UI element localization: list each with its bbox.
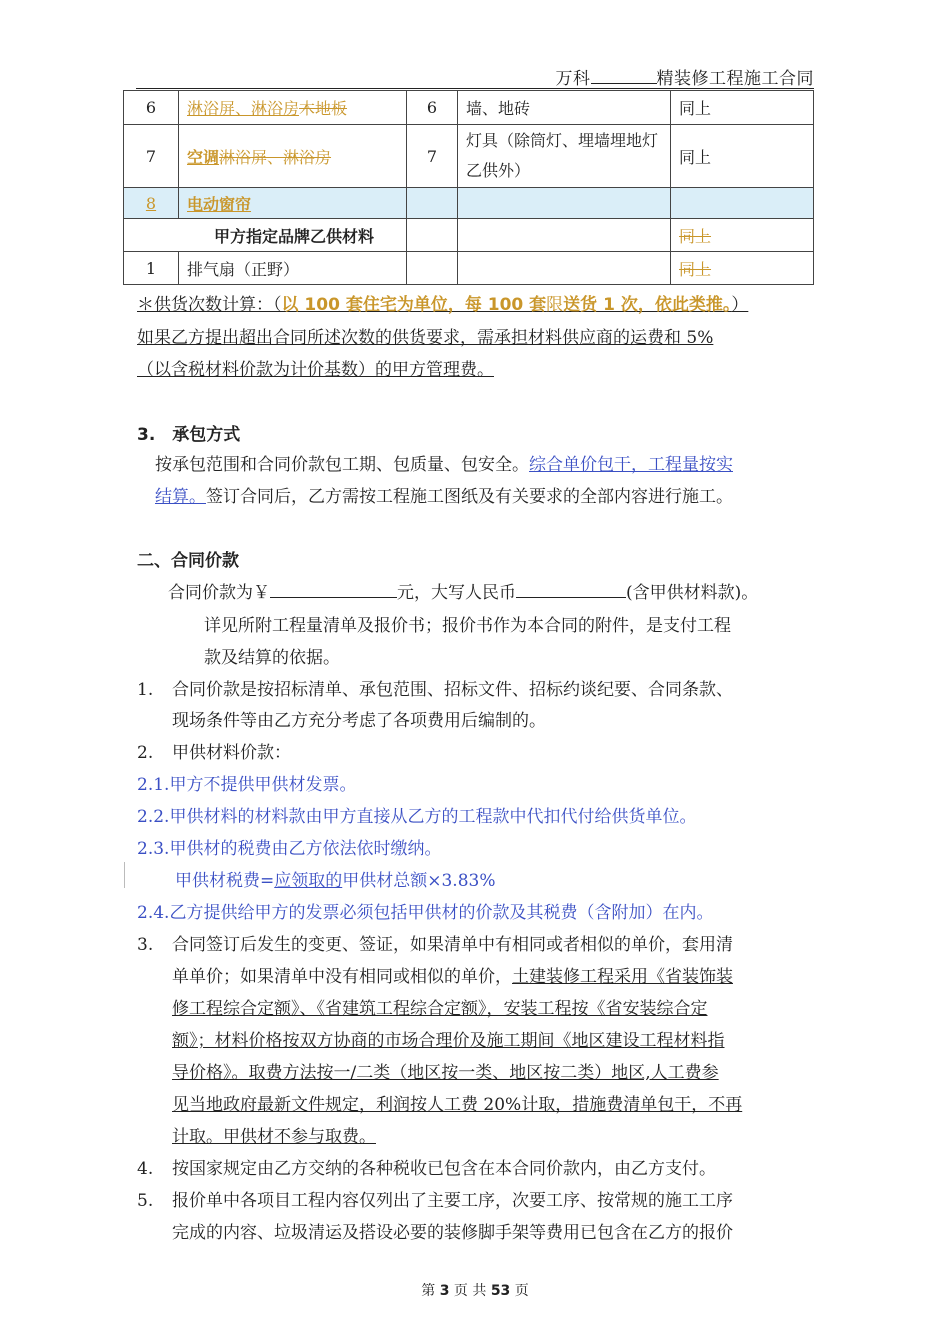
revised-text: 应领取的 [274, 871, 343, 891]
item-1-line-2: 现场条件等由乙方充分考虑了各项费用后编制的。 [172, 711, 546, 731]
item-3-line-6: 见当地政府最新文件规定，利润按人工费 20%计取，措施费清单包干，不再 [172, 1095, 743, 1115]
section-3-line-1 [155, 453, 733, 477]
cell-empty [458, 219, 671, 252]
item-5-line-2: 完成的内容、垃圾清运及搭设必要的装修脚手架等费用已包含在乙方的报价 [172, 1223, 733, 1243]
cell-empty [458, 252, 671, 285]
footer-text: 第 [421, 1283, 436, 1299]
cell-item [179, 91, 407, 125]
detail-line-2: 款及结算的依据。 [204, 648, 340, 668]
cell-empty [671, 188, 814, 219]
underlined-text: 土建装修工程采用《省装饰装 [512, 967, 733, 987]
item-2-2: 2.2.甲供材料的材料款由甲方直接从乙方的工程款中代扣代付给供货单位。 [137, 807, 697, 827]
supply-text: ＊供货次数计算：（ [137, 295, 282, 315]
item-4-text: 按国家规定由乙方交纳的各种税收已包含在本合同价款内，由乙方支付。 [172, 1159, 716, 1179]
item-2-text: 甲供材料价款： [172, 743, 291, 763]
header-company: 万科 [555, 69, 591, 89]
cell-num: 6 [124, 91, 179, 125]
revised-text: 综合单价包干，工程量按实 [529, 455, 733, 475]
item-3-line-3: 修工程综合定额》、《省建筑工程综合定额》，安装工程按《省安装综合定 [172, 999, 708, 1019]
supply-highlight: 以 100 套住宅为单位，每 100 套 [281, 295, 547, 315]
materials-table [123, 90, 814, 285]
supply-text: ） [731, 295, 749, 315]
detail-line-1: 详见所附工程量清单及报价书；报价书作为本合同的附件，是支付工程 [204, 616, 731, 636]
table-row [124, 188, 814, 219]
cell-item: 墙、地砖 [458, 91, 671, 125]
table-row [124, 252, 814, 285]
header-blank [591, 69, 657, 84]
amount-blank [270, 581, 397, 598]
page-footer [0, 1280, 950, 1300]
cell-note: 同上 [671, 219, 814, 252]
text: 单单价；如果清单中没有相同或相似的单价， [172, 967, 512, 987]
cell-note: 同上 [671, 252, 814, 285]
cell-num: 7 [124, 125, 179, 188]
text: 合同价款为￥ [168, 583, 270, 603]
item-3-line-4: 额》；材料价格按双方协商的市场合理价及施工期间《地区建设工程材料指 [172, 1031, 725, 1051]
cell-empty [407, 219, 458, 252]
item-2-3: 2.3.甲供材的税费由乙方依法依时缴纳。 [137, 839, 442, 859]
item-3-line-7: 计取。甲供材不参与取费。 [172, 1127, 376, 1147]
item-5-line-1: 报价单中各项目工程内容仅列出了主要工序，次要工序、按常规的施工工序 [172, 1191, 733, 1211]
amount-words-blank [516, 581, 626, 598]
cell-empty [407, 188, 458, 219]
page-total: 53 [490, 1283, 511, 1299]
item-2-4: 2.4.乙方提供给甲方的发票必须包括甲供材的价款及其税费（含附加）在内。 [137, 903, 714, 923]
item-3-num: 3. [137, 935, 154, 955]
revision-bar [124, 862, 125, 888]
section-3-line-2 [155, 485, 733, 509]
item-2-num: 2. [137, 743, 154, 763]
cell-note: 同上 [671, 125, 814, 188]
item-5-num: 5. [137, 1191, 154, 1211]
cell-num: 8 [124, 188, 179, 219]
footer-text: 页 [514, 1283, 529, 1299]
cell-section-title: 甲方指定品牌乙供材料 [124, 219, 407, 252]
cell-item: 排气扇（正野） [179, 252, 407, 285]
cell-note: 同上 [671, 91, 814, 125]
cell-num: 1 [124, 252, 179, 285]
supply-highlight: 限 [546, 295, 564, 315]
item-1-line-1: 合同价款是按招标清单、承包范围、招标文件、招标约谈纪要、合同条款、 [172, 680, 733, 700]
table-row [124, 125, 814, 188]
revised-text: 结算。 [155, 487, 206, 507]
item-4-num: 4. [137, 1159, 154, 1179]
item-3-line-2 [172, 965, 733, 989]
item-deleted-text: 木地板 [299, 99, 348, 118]
cell-item [179, 125, 407, 188]
section-3-title: 3. 承包方式 [137, 425, 241, 445]
header-title: 精装修工程施工合同 [656, 69, 814, 89]
text: 甲供材总额×3.83% [342, 871, 496, 891]
table-row [124, 91, 814, 125]
supply-line-2: 如果乙方提出超出合同所述次数的供货要求，需承担材料供应商的运费和 5% [137, 328, 714, 348]
page-number: 3 [439, 1283, 450, 1299]
supply-highlight: 送货 1 次，依此类推。 [563, 295, 732, 315]
tax-formula [175, 869, 496, 893]
text: 元，大写人民币 [397, 583, 516, 603]
item-deleted-text: 淋浴屏、淋浴房 [219, 147, 332, 167]
cell-num: 7 [407, 125, 458, 188]
supply-line-1 [137, 293, 748, 317]
price-line [168, 581, 758, 605]
text: 签订合同后，乙方需按工程施工图纸及有关要求的全部内容进行施工。 [206, 487, 733, 507]
cell-item: 电动窗帘 [179, 188, 407, 219]
cell-item: 灯具（除筒灯、埋墙埋地灯乙供外） [458, 125, 671, 188]
cell-num: 6 [407, 91, 458, 125]
item-text: 淋浴屏、淋浴房 [187, 99, 300, 118]
header-rule [136, 88, 814, 89]
footer-text: 页 共 [453, 1283, 487, 1299]
text: (含甲供材料款)。 [626, 583, 759, 603]
item-3-line-5: 导价格》。取费方法按一/二类（地区按一类、地区按二类）地区,人工费参 [172, 1063, 719, 1083]
text: 按承包范围和合同价款包工期、包质量、包安全。 [155, 455, 529, 475]
contract-price-title: 二、合同价款 [137, 551, 239, 571]
item-text: 空调 [187, 147, 220, 167]
item-2-1: 2.1.甲方不提供甲供材发票。 [137, 775, 357, 795]
cell-empty [407, 252, 458, 285]
item-1-num: 1. [137, 680, 154, 700]
page-header [556, 64, 815, 89]
item-3-line-1: 合同签订后发生的变更、签证，如果清单中有相同或者相似的单价，套用清 [172, 935, 733, 955]
supply-line-3: （以含税材料价款为计价基数）的甲方管理费。 [137, 360, 494, 380]
table-row [124, 219, 814, 252]
text: 甲供材税费= [175, 871, 275, 891]
cell-empty [458, 188, 671, 219]
